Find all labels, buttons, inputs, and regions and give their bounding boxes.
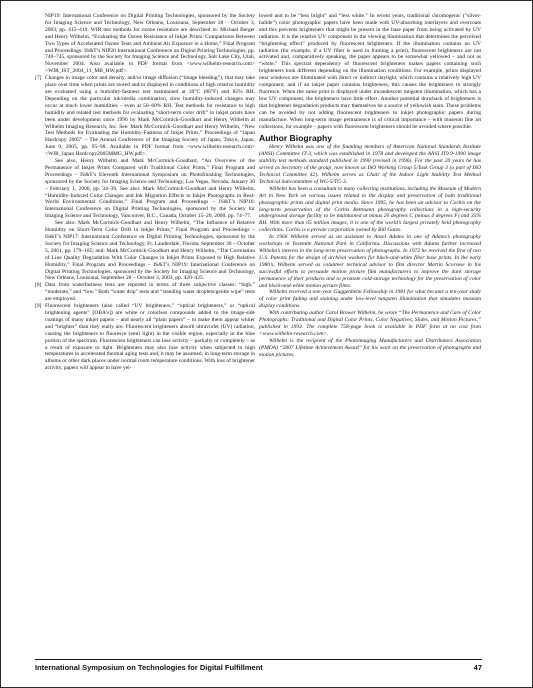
reference-text: See also, Henry Wilhelm and Mark McCormick-Goodhart, “An Overview of the Permanence of Inkjet Prints Compared with Traditional Color Prints,” Final Program and Proceedings – IS&T’s Eleventh International Symposium on Photofinishing Technologies, sponsored by the Society for Imaging Science and Technology, Las Vegas, Nevada, January 30 – February 1, 2000, pp. 34–39. See also: Mark McCormick-Goodhart and Henry Wilhelm, “Humidity-Induced Color Changes and Ink Migration Effects in Inkjet Photographs in Real-World Environmental Conditions,” Final Program and Proceedings – IS&T’s NIP16: International Conference on Digital Printing Technologies, sponsored by the Society for Imaging Science and Technology, Vancouver, B.C., Canada, October 15–20, 2000, pp. 74–77. — [45, 158, 255, 220]
reference-7 — [35, 75, 255, 282]
reference-text: NIP19: International Conference on Digital Printing Technologies, sponsored by the Society for Imaging Science and Technology, New Orleans, Louisiana, September 28 – October 3, 2003, pp. 415–419. WIR test methods for ozone resistance are described in: Michael Berger and Henry Wilhelm, “Evaluating the Ozone Resistance of Inkjet Prints: Comparisons Between Two Types of Accelerated Ozone Tests and Ambient Air Exposure in a Home,” Final Program and Proceedings: IS&T’s NIP20 International Conference on Digital Printing Technologies, pp. 740–745, sponsored by the Society for Imaging Science and Technology, Salt Lake City, Utah, November 2004. Also available in PDF format from <www.wilhelm-research.com> <WIR_IST_2004_11_MB_HW.pdf>. — [45, 13, 256, 75]
reference-text: Fluorescent brighteners (also called “UV brighteners,” “optical brighteners,” or “optical brightening agents” [OBA’s]) are white or colorless compounds added to the image-side coatings of many inkjet papers – and nearly all “plain papers” – to make them appear whiter and “brighter” than they really are. Fluorescent brighteners absorb ultraviolet (UV) radiation, causing the brighteners to fluoresce (emit light) in the visible region, especially in the blue portion of the spectrum. Fluorescent brighteners can lose activity – partially or completely – as a result of exposure to light. Brighteners may also lose activity when subjected to high temperatures in accelerated thermal aging tests and, it may be assumed, in long-term storage in albums or other dark places under normal room temperature conditions. With loss of brightener activity, papers will appear to have yel- — [45, 303, 255, 372]
reference-9 — [35, 303, 255, 372]
bio-paragraph: With contributing author Carol Brower Wilhelm, he wrote “The Permanence and Care of Color Photographs: Traditional and Digital Color Prints, Color Negatives, Slides, and Motion Pictures,” published in 1993. The complete 758-page book is available in PDF form at no cost from <www.wilhelm-research.com>. — [259, 310, 481, 337]
reference-6-continuation — [35, 13, 255, 75]
left-column — [35, 13, 255, 372]
reference-number: [7] — [35, 75, 42, 82]
bio-paragraph: Wilhelm received a one-year Guggenheim Fellowship in 1981 for what became a ten-year study of color print fading and staining under low-level tungsten illumination that simulates museum display conditions. — [259, 289, 481, 310]
reference-text: Changes in image color and density, and/or image diffusion (“image bleeding”), that may take place over time when prints are stored and/or displayed in conditions of high relative humidity are evaluated using a humidity-fastness test maintained at 30°C (86°F) and 85% RH. Depending on the particular ink/media combination, slow humidity-induced changes may occur at much lower humidities – even at 50–60% RH. Test methods for resistance to high humidity and related test methods for evaluating “short-term color drift” in inkjet prints have been under development since 1996 by Mark McCormick-Goodhart and Henry Wilhelm at Wilhelm Imaging Research, Inc. See: Mark McCormick-Goodhart and Henry Wilhelm, “New Test Methods for Evaluating the Humidity-Fastness of Inkjet Prints,” Proceedings of “Japan Hardcopy 2005” – The Annual Conference of the Imaging Society of Japan, Tokyo, Japan, June 9, 2005, pp. 95–98. Available in PDF format from <www.wilhelm-research.com> <WIR_Japan Hardcopy2005MMG_HW.pdf>. — [45, 75, 255, 158]
section-heading: Author Biography — [259, 133, 333, 144]
footer-title: International Symposium on Technologies for Digital Fulfillment — [35, 663, 263, 672]
reference-text: See also: Mark McCormick-Goodhart and Henry Wilhelm, “The Influence of Relative Humidity on Short-Term Color Drift in Inkjet Prints,” Final Program and Proceedings – IS&T’s NIP17: International Conference on Digital Printing Technologies, sponsored by the Society for Imaging Science and Technology, Ft. Lauderdale, Florida, September 30 – October 5, 2001, pp. 179–185; and: Mark McCormick-Goodhart and Henry Wilhelm, “The Correlation of Line Quality Degradation With Color Changes in Inkjet Prints Exposed to High Relative Humidity,” Final Program and Proceedings – IS&T’s NIP19: International Conference on Digital Printing Technologies, sponsored by the Society for Imaging Science and Technology, New Orleans, Louisiana, September 28 – October 3, 2003, pp. 420–425. — [45, 220, 255, 282]
bio-paragraph: Wilhelm has been a consultant to many collecting institutions, including the Museum of Modern Art in New York on various issues related to the display and preservation of both traditional photographic prints and digital print media. Since 1995, he has been an advisor to Corbis on the long-term preservation of the Corbis Bettmann photography collections in a high-security underground storage facility to be maintained at minus 20 degrees C (minus 4 degrees F) and 35% RH. With more than 65 million images, it is one of the world’s largest privately held photography collections. Corbis is a private corporation owned by Bill Gates. — [259, 185, 481, 234]
bio-paragraph: In 1966 Wilhelm served as an assistant to Ansel Adams in one of Adams’s photography workshops in Yosemite National Park in California. Discussions with Adams further increased Wilhelm’s interest in the long-term preservation of photographs. In 1972 he received the first of two U.S. Patents for the design of archival washers for black-and-white fiber base prints. In the early 1980’s, Wilhelm served as volunteer technical advisor to film director Martin Scorsese in his successful efforts to persuade motion picture film manufacturers to improve the dark storage permanence of their products and to promote cold-storage technology for the preservation of color and black-and-white motion picture films. — [259, 234, 481, 289]
right-column — [259, 13, 481, 359]
bio-paragraph: Henry Wilhelm was one of the founding members of American National Standards Institute (ANSI) Committee IT-3, which was established in 1978 and developed the ANSI IT9.9-1990 image stability test methods standard published in 1990 (revised in 1996). For the past 20 years he has served as Secretary of the group, now known as ISO Working Group 5/Task Group 3 (a part of ISO Technical Committee 42). Wilhelm serves as Chair of the Indoor Light Stability Test Method Technical Subcommittee of WG-5/TG-3. — [259, 144, 481, 185]
page-footer — [35, 659, 482, 672]
author-biography — [259, 144, 481, 358]
reference-number: [9] — [35, 303, 42, 310]
reference-number: [8] — [35, 282, 42, 289]
reference-text: Data from waterfastness tests are reported in terms of three subjective classes: “high,” “moderate,” and “low.” Both “water drip” tests and “standing water droplets/gentle wipe” tests are employed. — [45, 282, 255, 303]
reference-8 — [35, 282, 255, 303]
reference-9-continuation: lowed and to be “less bright” and “less white.” In recent years, traditional chromogenic (“silver-halide”) color photographic papers have been made with UV-absorbing interlayers and overcoats and this prevents brighteners that might be present in the base paper from being activated by UV radiation. It is the relative UV component in the viewing illumination that determines the perceived “brightening effect” produced by fluorescent brighteners. If the illumination contains no UV radiation (for example, if a UV filter is used in framing a print), fluorescent brighteners are not activated and, comparatively speaking, the paper appears to be somewhat yellowed – and not as “white.” This spectral dependency of fluorescent brighteners makes papers containing such brighteners look different depending on the illumination conditions. For example, prints displayed near windows are illuminated with direct or indirect daylight, which contains a relatively high UV component, and if an inkjet paper contains brighteners, this causes the brighteners to strongly fluoresce. When the same print is displayed under incandescent tungsten illumination, which has a low UV component, the brighteners have little effect. Another potential drawback of brighteners is that brightener degradation products may themselves be a source of yellowish stain. These problems can be avoided by not adding fluorescent brighteners to inkjet photographic papers during manufacture. When long-term image permanence is of critical importance – with museum fine art collections, for example – papers with fluorescent brighteners should be avoided where possible. — [259, 13, 481, 130]
page-number: 47 — [473, 663, 482, 672]
bio-paragraph: Wilhelm is the recipient of the Photoimaging Manufacturers and Distributors Association (PMDA) “2007 Lifetime Achievement Award” for his work on the preservation of photographs and motion pictures. — [259, 337, 481, 358]
